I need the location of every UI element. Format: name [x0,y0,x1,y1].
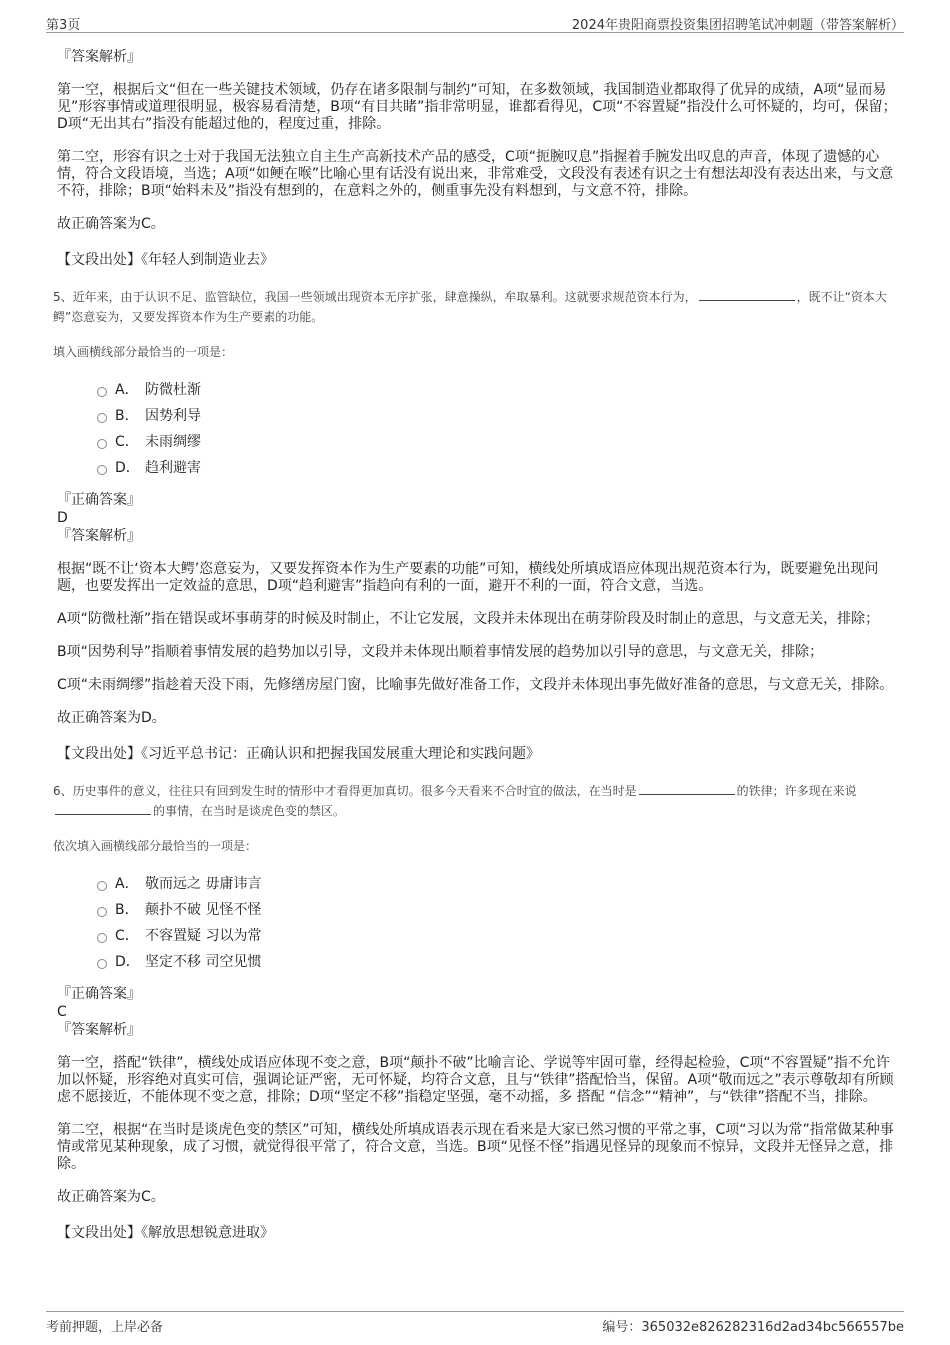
analysis-label: 『答案解析』 [57,528,141,544]
stem-text: ，既不让“资本大鳄”恣意妄为，又要发挥资本作为生产要素的功能。 [53,290,887,324]
correct-answer: D [57,510,68,526]
option-d[interactable]: D． 趋利避害 [97,455,897,481]
analysis-paragraph: 第一空，搭配“铁律”，横线处成语应体现不变之意，B项“颠扑不破”比喻言论、学说等牢固可靠，经得起检验，C项“不容置疑”指不允许加以怀疑，形容绝对真实可信，强调论证严密，无可怀疑，均符合文意，且与“铁律”搭配恰当，保留。A项“敬而远之”表示尊敬却有所顾虑不愿接近，不能体现不变之意，排除；D项“坚定不移”指稳定坚强，毫不动摇，多 搭配 “信念”“精神”，与“铁律”搭配不当，排除。 [57,1055,894,1105]
conclusion: 故正确答案为C。 [57,216,165,232]
analysis-label: 『答案解析』 [57,49,141,65]
correct-answer: C [57,1004,67,1020]
option-list [57,871,897,975]
question-prompt: 填入画横线部分最恰当的一项是： [53,345,234,359]
analysis-paragraph: C项“未雨绸缪”指趁着天没下雨，先修缮房屋门窗，比喻事先做好准备工作，文段并未体现出事先做好准备的意思，与文意无关，排除。 [57,677,894,693]
option-c[interactable]: C． 不容置疑 习以为常 [97,923,897,949]
radio-icon[interactable] [97,413,107,423]
document-code: 编号：365032e826282316d2ad34bc566557be [602,1320,904,1335]
question-stem [53,781,897,821]
option-b[interactable]: B． 颠扑不破 见怪不怪 [97,897,897,923]
analysis-paragraph: B项“因势利导”指顺着事情发展的趋势加以引导，文段并未体现出顺着事情发展的趋势加以引导的意思，与文意无关，排除； [57,644,824,660]
radio-icon[interactable] [97,959,107,969]
question-prompt: 依次填入画横线部分最恰当的一项是： [53,839,258,853]
analysis-paragraph: 第二空，形容有识之士对于我国无法独立自主生产高新技术产品的感受，C项“扼腕叹息”指握着手腕发出叹息的声音，体现了遗憾的心情，符合文段语境，当选；A项“如鲠在喉”比喻心里有话没有说出来，非常难受，文段没有表述有识之士有想法却没有表达出来，与文意不符，排除；B项“始料未及”指没有想到的，在意料之外的，侧重事先没有料想到，与文意不符，排除。 [57,149,894,199]
stem-text: 的事情，在当时是谈虎色变的禁区。 [153,804,346,818]
radio-icon[interactable] [97,933,107,943]
fill-blank [699,288,795,301]
option-b[interactable]: B． 因势利导 [97,403,897,429]
fill-blank [55,802,151,815]
correct-answer-label: 『正确答案』 [57,986,141,1002]
page-header [46,10,904,33]
option-d[interactable]: D． 坚定不移 司空见惯 [97,949,897,975]
question-stem [53,287,897,327]
footer-slogan: 考前押题，上岸必备 [46,1320,164,1335]
radio-icon[interactable] [97,465,107,475]
source-citation: 【文段出处】《解放思想锐意进取》 [57,1225,274,1241]
radio-icon[interactable] [97,387,107,397]
analysis-paragraph: 根据“既不让‘资本大鳄’恣意妄为，又要发挥资本作为生产要素的功能”可知，横线处所填成语应体现出规范资本行为，既要避免出现问题，也要发挥出一定效益的意思，D项“趋利避害”指趋向有利的一面，避开不利的一面，符合文意，当选。 [57,561,879,594]
correct-answer-label: 『正确答案』 [57,492,141,508]
stem-text: 5、近年来，由于认识不足、监管缺位，我国一些领域出现资本无序扩张，肆意操纵，牟取暴利。这就要求规范资本行为， [53,290,697,304]
radio-icon[interactable] [97,439,107,449]
option-a[interactable]: A． 防微杜渐 [97,377,897,403]
page-content [53,46,897,1242]
source-citation: 【文段出处】《习近平总书记：正确认识和把握我国发展重大理论和实践问题》 [57,746,540,762]
document-title: 2024年贵阳商票投资集团招聘笔试冲刺题（带答案解析） [571,18,904,33]
option-a[interactable]: A． 敬而远之 毋庸讳言 [97,871,897,897]
radio-icon[interactable] [97,907,107,917]
radio-icon[interactable] [97,881,107,891]
analysis-paragraph: 第二空，根据“在当时是谈虎色变的禁区”可知，横线处所填成语表示现在看来是大家已然习惯的平常之事，C项“习以为常”指常做某种事情或常见某种现象，成了习惯，就觉得很平常了，符合文意，当选。B项“见怪不怪”指遇见怪异的现象而不惊异，文段并无怪异之意，排除。 [57,1122,894,1172]
fill-blank [639,782,735,795]
analysis-label: 『答案解析』 [57,1022,141,1038]
page-footer [46,1311,904,1334]
page-number: 第3页 [46,18,81,33]
stem-text: 的铁律；许多现在来说 [736,784,857,798]
option-c[interactable]: C． 未雨绸缪 [97,429,897,455]
stem-text: 6、历史事件的意义，往往只有回到发生时的情形中才看得更加真切。很多今天看来不合时宜的做法，在当时是 [53,784,637,798]
analysis-paragraph: 第一空，根据后文“但在一些关键技术领域，仍存在诸多限制与制约”可知，在多数领域，我国制造业都取得了优异的成绩，A项“显而易见”形容事情或道理很明显，极容易看清楚，B项“有目共睹”指非常明显，谁都看得见，C项“不容置疑”指没什么可怀疑的，均可，保留；D项“无出其右”指没有能超过他的，程度过重，排除。 [57,82,897,132]
source-citation: 【文段出处】《年轻人到制造业去》 [57,252,274,268]
conclusion: 故正确答案为D。 [57,710,166,726]
conclusion: 故正确答案为C。 [57,1189,165,1205]
analysis-paragraph: A项“防微杜渐”指在错误或坏事萌芽的时候及时制止，不让它发展，文段并未体现出在萌芽阶段及时制止的意思，与文意无关，排除； [57,611,880,627]
option-list [57,377,897,481]
